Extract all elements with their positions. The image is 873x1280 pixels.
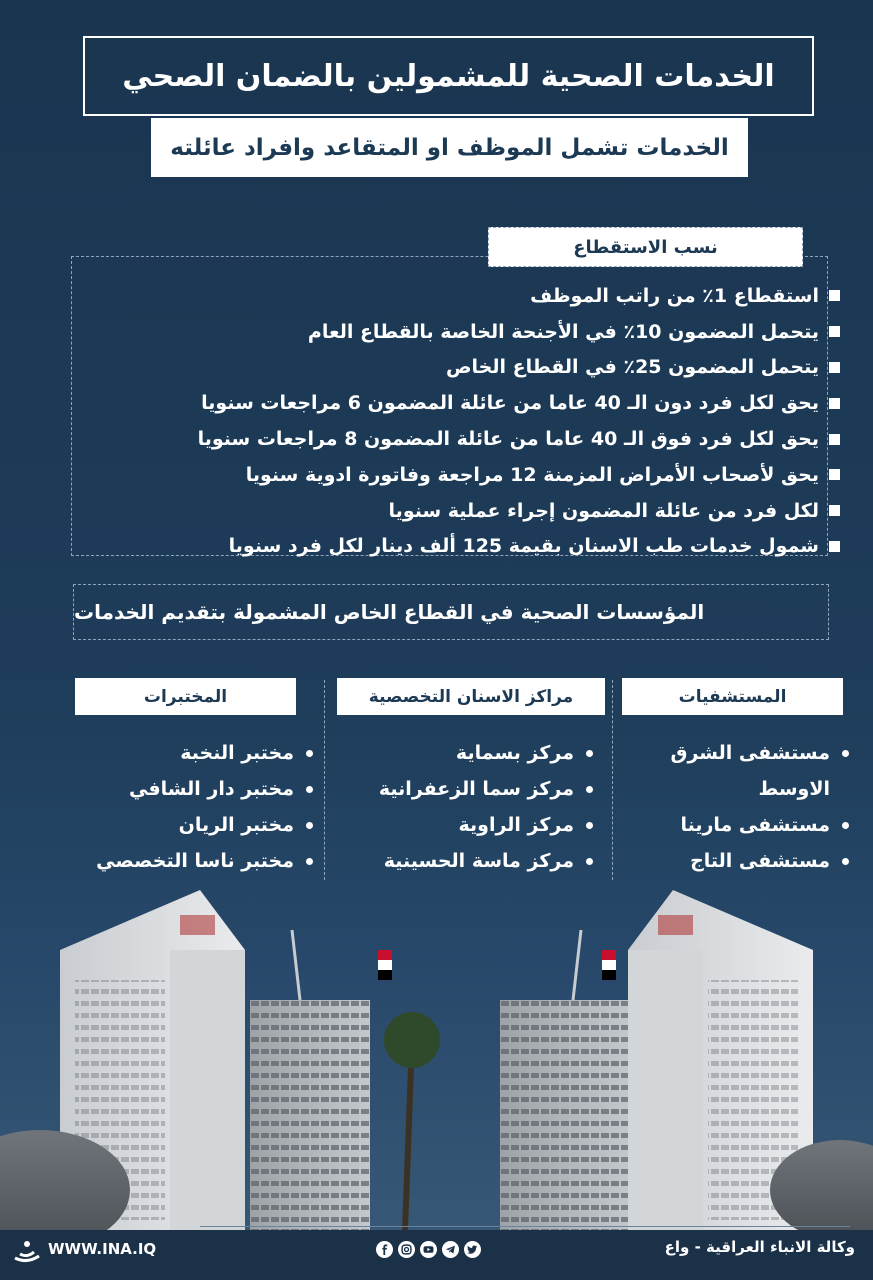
buildings-illustration (0, 890, 873, 1240)
square-bullet-icon (829, 434, 840, 445)
bullet-icon (586, 786, 593, 793)
square-bullet-icon (829, 326, 840, 337)
list-item: مختبر النخبة (96, 735, 313, 771)
square-bullet-icon (829, 398, 840, 409)
hospitals-header: المستشفيات (622, 678, 843, 715)
labs-list (96, 735, 313, 879)
list-item: يحق لكل فرد دون الـ 40 عاما من عائلة المضمون 6 مراجعات سنويا (100, 385, 840, 421)
list-item: مركز الراوية (379, 807, 593, 843)
bullet-icon (842, 822, 849, 829)
bullet-icon (586, 822, 593, 829)
list-item: مختبر ناسا التخصصي (96, 843, 313, 879)
bullet-icon (306, 858, 313, 865)
bullet-icon (306, 822, 313, 829)
square-bullet-icon (829, 505, 840, 516)
list-item: شمول خدمات طب الاسنان بقيمة 125 ألف دينار لكل فرد سنويا (100, 529, 840, 565)
column-divider (324, 680, 325, 880)
list-item: مركز بسماية (379, 735, 593, 771)
list-item: مختبر الريان (96, 807, 313, 843)
page-subtitle: الخدمات تشمل الموظف او المتقاعد وافراد عائلته (151, 118, 748, 177)
bullet-icon (586, 750, 593, 757)
ina-logo-icon (12, 1236, 42, 1266)
list-item: مختبر دار الشافي (96, 771, 313, 807)
bullet-icon (842, 750, 849, 757)
square-bullet-icon (829, 362, 840, 373)
list-item: يحق لأصحاب الأمراض المزمنة 12 مراجعة وفاتورة ادوية سنويا (100, 457, 840, 493)
twitter-icon[interactable] (464, 1241, 481, 1258)
footer-divider (200, 1226, 850, 1227)
list-item: استقطاع 1٪ من راتب الموظف (100, 278, 840, 314)
list-item: مستشفى الشرق (671, 735, 850, 771)
deductions-label: نسب الاستقطاع (488, 227, 803, 267)
column-divider (612, 680, 613, 880)
youtube-icon[interactable] (420, 1241, 437, 1258)
bullet-icon (306, 786, 313, 793)
institutions-title: المؤسسات الصحية في القطاع الخاص المشمولة بتقديم الخدمات (73, 584, 829, 640)
social-links (376, 1241, 481, 1258)
list-item: يتحمل المضمون 25٪ في القطاع الخاص (100, 350, 840, 386)
dental-list (379, 735, 593, 879)
deductions-list (100, 278, 840, 564)
bullet-icon (842, 858, 849, 865)
website-link[interactable]: WWW.INA.IQ (48, 1240, 157, 1258)
list-item: يحق لكل فرد فوق الـ 40 عاما من عائلة المضمون 8 مراجعات سنويا (100, 421, 840, 457)
labs-header: المختبرات (75, 678, 296, 715)
square-bullet-icon (829, 469, 840, 480)
list-item: يتحمل المضمون 10٪ في الأجنحة الخاصة بالقطاع العام (100, 314, 840, 350)
list-item: الاوسط (758, 778, 830, 800)
square-bullet-icon (829, 541, 840, 552)
page-title: الخدمات الصحية للمشمولين بالضمان الصحي (83, 36, 814, 116)
agency-name: وكالة الانباء العراقية - واع (664, 1238, 855, 1256)
facebook-icon[interactable] (376, 1241, 393, 1258)
square-bullet-icon (829, 290, 840, 301)
list-item: مركز ماسة الحسينية (379, 843, 593, 879)
dental-header: مراكز الاسنان التخصصية (337, 678, 605, 715)
telegram-icon[interactable] (442, 1241, 459, 1258)
bullet-icon (586, 858, 593, 865)
list-item: مستشفى التاج (671, 843, 850, 879)
list-item: مستشفى مارينا (671, 807, 850, 843)
list-item: مركز سما الزعفرانية (379, 771, 593, 807)
list-item: لكل فرد من عائلة المضمون إجراء عملية سنويا (100, 493, 840, 529)
instagram-icon[interactable] (398, 1241, 415, 1258)
bullet-icon (306, 750, 313, 757)
hospitals-list (671, 735, 850, 879)
